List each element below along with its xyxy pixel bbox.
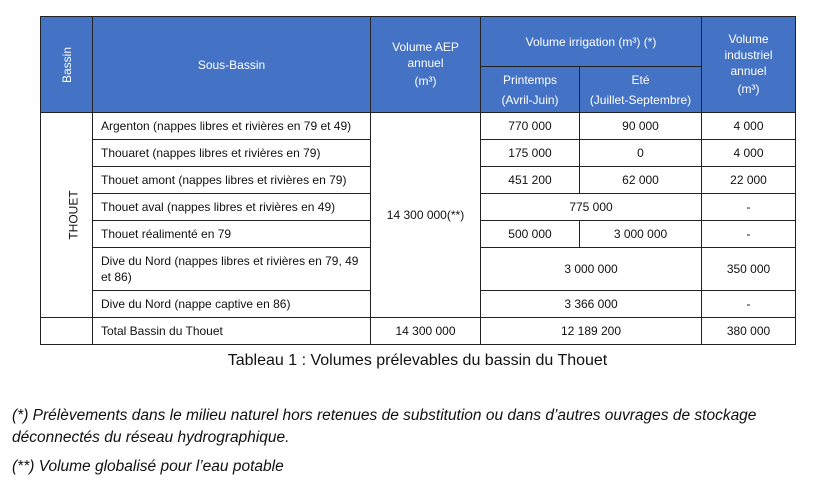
industriel-value: 4 000 <box>702 140 796 167</box>
row-name: Thouet amont (nappes libres et rivières en 79) <box>93 167 371 194</box>
row-name: Thouaret (nappes libres et rivières en 79) <box>93 140 371 167</box>
industriel-value: 4 000 <box>702 113 796 140</box>
row-name: Thouet réalimenté en 79 <box>93 221 371 248</box>
ete-value: 90 000 <box>580 113 702 140</box>
industriel-value: 350 000 <box>702 248 796 291</box>
irrigation-value: 3 366 000 <box>481 291 702 318</box>
row-name: Dive du Nord (nappe captive en 86) <box>93 291 371 318</box>
printemps-value: 500 000 <box>481 221 580 248</box>
table-caption: Tableau 1 : Volumes prélevables du bassin du Thouet <box>227 352 608 369</box>
total-name: Total Bassin du Thouet <box>93 318 371 345</box>
header-printemps: Printemps (Avril-Juin) <box>481 67 580 113</box>
printemps-value: 770 000 <box>481 113 580 140</box>
ete-value: 0 <box>580 140 702 167</box>
aep-value: 14 300 000(**) <box>371 113 481 318</box>
industriel-value: - <box>702 291 796 318</box>
total-industriel: 380 000 <box>702 318 796 345</box>
total-row <box>41 318 796 345</box>
volumes-table <box>40 16 796 345</box>
footnote-1: (*) Prélèvements dans le milieu naturel hors retenues de substitution ou dans d’autres ouvrages de stockage déconnectés du réseau hydrographique. <box>12 407 757 446</box>
ete-value: 3 000 000 <box>580 221 702 248</box>
table-row <box>41 113 796 140</box>
footnote-2: (**) Volume globalisé pour l’eau potable <box>12 458 284 475</box>
header-aep: Volume AEP annuel (m³) <box>371 17 481 113</box>
row-name: Argenton (nappes libres et rivières en 79 et 49) <box>93 113 371 140</box>
total-aep: 14 300 000 <box>371 318 481 345</box>
industriel-value: 22 000 <box>702 167 796 194</box>
bassin-cell: THOUET <box>41 113 93 318</box>
header-bassin: Bassin <box>41 17 93 113</box>
printemps-value: 451 200 <box>481 167 580 194</box>
irrigation-value: 775 000 <box>481 194 702 221</box>
industriel-value: - <box>702 221 796 248</box>
industriel-value: - <box>702 194 796 221</box>
header-ete: Eté (Juillet-Septembre) <box>580 67 702 113</box>
header-row <box>41 17 796 67</box>
total-irrigation: 12 189 200 <box>481 318 702 345</box>
ete-value: 62 000 <box>580 167 702 194</box>
header-sous-bassin: Sous-Bassin <box>93 17 371 113</box>
header-irrigation: Volume irrigation (m³) (*) <box>481 17 702 67</box>
row-name: Thouet aval (nappes libres et rivières en 49) <box>93 194 371 221</box>
printemps-value: 175 000 <box>481 140 580 167</box>
row-name: Dive du Nord (nappes libres et rivières en 79, 49 et 86) <box>93 248 371 291</box>
irrigation-value: 3 000 000 <box>481 248 702 291</box>
header-industriel: Volume industriel annuel (m³) <box>702 17 796 113</box>
total-bassin-cell <box>41 318 93 345</box>
